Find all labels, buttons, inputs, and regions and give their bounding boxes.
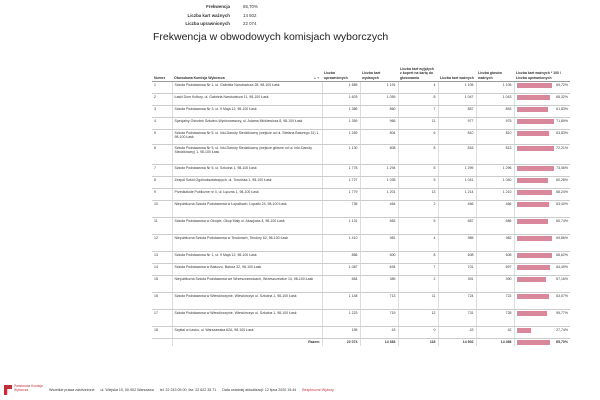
total-wyjetych: 118 xyxy=(398,339,438,347)
cell-frekwencja xyxy=(514,165,570,177)
cell-wydanych: 464 xyxy=(360,201,398,218)
cell-numer: 7 xyxy=(152,165,172,177)
turnout-bar: 65,32% xyxy=(517,95,569,100)
cell-numer: 6 xyxy=(152,145,172,165)
cell-uprawnionych: 1 778 xyxy=(322,165,360,177)
cell-uprawnionych: 1 131 xyxy=(322,218,360,235)
cell-numer: 12 xyxy=(152,235,172,252)
col-header-frekwencja[interactable]: Liczba kart ważnych * 100 / Liczba uprawnionych xyxy=(514,43,570,82)
cell-uprawnionych: 735 xyxy=(322,201,360,218)
footer-item: ul. Wiejska 10, 00-902 Warszawa xyxy=(100,388,154,392)
cell-glosow: 1 105 xyxy=(476,82,514,94)
cell-frekwencja xyxy=(514,310,570,327)
cell-numer: 9 xyxy=(152,189,172,201)
sort-icon: ▲▼ xyxy=(313,75,320,80)
cell-numer: 14 xyxy=(152,264,172,276)
turnout-bar: 69,86% xyxy=(517,236,569,241)
cell-glosow: 608 xyxy=(476,252,514,264)
summary-label: Liczba uprawnionych xyxy=(185,21,230,27)
cell-waznych: 816 xyxy=(438,145,476,165)
cell-komisja: Szkoła Podstawowa Nr 1, ul. 9 Maja 12, 98-100 Łask xyxy=(172,252,322,264)
total-frekwencja xyxy=(514,339,570,347)
footer-item: tel. 22 243 05 00, fax. 22 622 35 71 xyxy=(159,388,217,392)
cell-glosow: 686 xyxy=(476,218,514,235)
cell-glosow: 1 043 xyxy=(476,94,514,106)
turnout-bar: 60,74% xyxy=(517,219,569,224)
col-header-komisja[interactable]: Obwodowa Komisja Wyborcza ▲▼ xyxy=(172,43,322,82)
cell-uprawnionych: 1 087 xyxy=(322,264,360,276)
cell-uprawnionych: 684 xyxy=(322,276,360,293)
cell-frekwencja xyxy=(514,276,570,293)
cell-glosow: 853 xyxy=(476,106,514,118)
cell-wydanych: 966 xyxy=(360,118,398,130)
cell-komisja: Niepubliczna Szkoła Podstawowa w Teodorach, Teodory 62, 98-100 Łask xyxy=(172,235,322,252)
table-row xyxy=(152,276,570,293)
cell-komisja: Szkoła Podstawowa w Okupie, Okup Mały ul. Akacjowa 4, 98-100 Łask xyxy=(172,218,322,235)
col-header-glosow[interactable]: Liczba głosów ważnych xyxy=(476,43,514,82)
cell-uprawnionych: 1 603 xyxy=(322,94,360,106)
turnout-bar: 63,83% xyxy=(517,131,569,136)
summary-label: Liczba kart ważnych xyxy=(187,12,230,18)
table-row xyxy=(152,201,570,218)
cell-waznych: 391 xyxy=(438,276,476,293)
cell-waznych: 985 xyxy=(438,235,476,252)
table-row xyxy=(152,145,570,165)
cell-numer: 8 xyxy=(152,177,172,189)
cell-komisja: Szkoła Podstawowa Nr 3, ul. 9 Maja 12, 98-100 Łask xyxy=(172,106,322,118)
table-row xyxy=(152,94,570,106)
turnout-bar: 57,16% xyxy=(517,277,569,282)
cell-uprawnionych: 1 410 xyxy=(322,235,360,252)
col-header-uprawnionych[interactable]: Liczba uprawnionych xyxy=(322,43,360,82)
cell-numer: 13 xyxy=(152,252,172,264)
col-header-wyjetych[interactable]: Liczba kart wyjętych z kopert na kartę do głosowania xyxy=(398,43,438,82)
table-row xyxy=(152,189,570,201)
turnout-bar: 71,89% xyxy=(517,119,569,124)
turnout-bar: 65,70% xyxy=(517,340,569,345)
cell-numer: 4 xyxy=(152,118,172,130)
cell-waznych: 1 041 xyxy=(438,177,476,189)
cell-frekwencja xyxy=(514,106,570,118)
cell-wyjetych: 12 xyxy=(398,310,438,327)
cell-komisja: Niepubliczna Szkoła Podstawowa w Łopatkach, Łopatki 24, 98-100 Łask xyxy=(172,201,322,218)
cell-komisja: Niepubliczna Szkoła Podstawowa we Wrzeszczewicach, Wrzeszczewice 14, 98-100 Łask xyxy=(172,276,322,293)
cell-komisja: Szkoła Podstawowa Nr 1, ul. Gabriela Narutowicza 28, 98-100 Łask xyxy=(172,82,322,94)
cell-waznych: 1 047 xyxy=(438,94,476,106)
cell-glosow: 813 xyxy=(476,145,514,165)
cell-uprawnionych: 1 223 xyxy=(322,310,360,327)
cell-waznych: 810 xyxy=(438,130,476,145)
cell-komisja: Szkoła Podstawowa w Wiewiórczynie, Wiewiórczyn ul. Szkolna 1, 98-100 Łask xyxy=(172,293,322,310)
cell-komisja: Szkoła Podstawowa w Bałuczu, Bałucz 32, 98-100 Łask xyxy=(172,264,322,276)
cell-waznych: 1 105 xyxy=(438,82,476,94)
cell-waznych: 701 xyxy=(438,264,476,276)
turnout-bar: 63,07% xyxy=(517,294,569,299)
cell-wyjetych: 2 xyxy=(398,276,438,293)
cell-glosow: 42 xyxy=(476,327,514,339)
cell-uprawnionych: 1 727 xyxy=(322,177,360,189)
cell-wyjetych: 2 xyxy=(398,201,438,218)
cell-uprawnionych: 155 xyxy=(322,327,360,339)
footer-info xyxy=(49,381,334,400)
cell-waznych: 731 xyxy=(438,310,476,327)
cell-wyjetych: 7 xyxy=(398,264,438,276)
cell-glosow: 697 xyxy=(476,264,514,276)
cell-komisja: Przedszkole Publiczne nr 4, ul. Łączna 1, 98-100 Łask xyxy=(172,189,322,201)
cell-wydanych: 1 191 xyxy=(360,82,398,94)
cell-wyjetych: 5 xyxy=(398,177,438,189)
cell-wyjetych: 13 xyxy=(398,189,438,201)
cell-glosow: 810 xyxy=(476,130,514,145)
turnout-bar: 59,77% xyxy=(517,311,569,316)
summary-value: 22 074 xyxy=(243,21,257,27)
cell-numer: 16 xyxy=(152,293,172,310)
cell-wyjetych: 8 xyxy=(398,94,438,106)
total-row xyxy=(152,339,570,347)
table-header-row xyxy=(152,43,570,82)
cell-glosow: 1 040 xyxy=(476,177,514,189)
cell-glosow: 975 xyxy=(476,118,514,130)
cell-komisja: Szkoła Podstawowa Nr 5, ul. Szkolna 1, 98-100 Łask xyxy=(172,165,322,177)
cell-waznych: 43 xyxy=(438,327,476,339)
cell-frekwencja xyxy=(514,235,570,252)
cell-wydanych: 389 xyxy=(360,276,398,293)
turnout-bar: 73,06% xyxy=(517,166,569,171)
table-row xyxy=(152,293,570,310)
cell-wydanych: 804 xyxy=(360,130,398,145)
cell-wydanych: 860 xyxy=(360,106,398,118)
cell-waznych: 608 xyxy=(438,252,476,264)
cell-wydanych: 1 201 xyxy=(360,189,398,201)
cell-uprawnionych: 1 148 xyxy=(322,293,360,310)
cell-wyjetych: 5 xyxy=(398,165,438,177)
cell-waznych: 687 xyxy=(438,218,476,235)
footer-item: Wszelkie prawa zastrzeżone xyxy=(49,388,95,392)
page-title: Frekwencja w obwodowych komisjach wyborczych xyxy=(153,31,389,43)
cell-numer: 2 xyxy=(152,94,172,106)
pkw-logo-icon xyxy=(4,385,12,395)
cell-numer: 10 xyxy=(152,201,172,218)
cell-frekwencja xyxy=(514,82,570,94)
cell-wyjetych: 8 xyxy=(398,252,438,264)
turnout-bar: 69,72% xyxy=(517,83,569,88)
cell-wydanych: 1 035 xyxy=(360,177,398,189)
cell-waznych: 1 214 xyxy=(438,189,476,201)
summary-panel xyxy=(150,3,303,29)
cell-wyjetych: 0 xyxy=(398,327,438,339)
table-row xyxy=(152,264,570,276)
cell-frekwencja xyxy=(514,252,570,264)
table-row xyxy=(152,177,570,189)
cell-komisja: Szkoła Podstawowa Nr 5, ul. Inki-Danuty Siedzikówny (wejście główne od ul. Inki-Danuty Siedzikówny) 1, 98-100 Łask xyxy=(172,145,322,165)
cell-uprawnionych: 1 386 xyxy=(322,106,360,118)
table-row xyxy=(152,218,570,235)
cell-waznych: 857 xyxy=(438,106,476,118)
cell-frekwencja xyxy=(514,145,570,165)
cell-uprawnionych: 1 130 xyxy=(322,145,360,165)
cell-komisja: Szkoła Podstawowa Nr 5, ul. Inki-Danuty Siedzikówny (wejście od ul. Stefana Batorego 31) 1, 98-100 Łask xyxy=(172,130,322,145)
cell-wyjetych: 4 xyxy=(398,82,438,94)
cell-numer: 18 xyxy=(152,327,172,339)
cell-wyjetych: 6 xyxy=(398,130,438,145)
cell-waznych: 466 xyxy=(438,201,476,218)
cell-numer: 5 xyxy=(152,130,172,145)
turnout-bar: 61,83% xyxy=(517,107,569,112)
cell-frekwencja xyxy=(514,264,570,276)
cell-glosow: 466 xyxy=(476,201,514,218)
table-row xyxy=(152,310,570,327)
cell-glosow: 728 xyxy=(476,310,514,327)
cell-wydanych: 981 xyxy=(360,235,398,252)
cell-waznych: 977 xyxy=(438,118,476,130)
turnout-bar: 72,21% xyxy=(517,146,569,151)
summary-row xyxy=(150,20,303,29)
footer-link[interactable]: Bezpieczne Wybory xyxy=(302,388,334,392)
cell-uprawnionych: 886 xyxy=(322,252,360,264)
cell-frekwencja xyxy=(514,130,570,145)
turnout-bar: 68,62% xyxy=(517,253,569,258)
summary-value: 14 502 xyxy=(243,12,257,18)
total-wydanych: 14 383 xyxy=(360,339,398,347)
cell-komisja: Zespół Szkół Ogólnokształcących, ul. Toruńska 1, 98-100 Łask xyxy=(172,177,322,189)
cell-wydanych: 694 xyxy=(360,264,398,276)
summary-row xyxy=(150,3,303,12)
cell-frekwencja xyxy=(514,293,570,310)
turnout-bar: 63,40% xyxy=(517,202,569,207)
cell-glosow: 1 296 xyxy=(476,165,514,177)
turnout-bar: 27,74% xyxy=(517,328,569,333)
total-uprawnionych: 22 074 xyxy=(322,339,360,347)
table-row xyxy=(152,165,570,177)
cell-frekwencja xyxy=(514,177,570,189)
cell-wydanych: 719 xyxy=(360,310,398,327)
footer xyxy=(0,381,600,400)
cell-wydanych: 682 xyxy=(360,218,398,235)
cell-wydanych: 713 xyxy=(360,293,398,310)
total-label: Razem xyxy=(172,339,322,347)
cell-wyjetych: 11 xyxy=(398,118,438,130)
turnout-bar: 60,28% xyxy=(517,178,569,183)
summary-row xyxy=(150,12,303,21)
summary-label: Frekwencja xyxy=(206,4,230,9)
cell-glosow: 1 210 xyxy=(476,189,514,201)
summary-value: 65,70% xyxy=(243,4,258,9)
cell-wydanych: 1 294 xyxy=(360,165,398,177)
table-row xyxy=(152,252,570,264)
total-waznych: 14 502 xyxy=(438,339,476,347)
cell-numer: 11 xyxy=(152,218,172,235)
cell-glosow: 982 xyxy=(476,235,514,252)
col-header-numer[interactable]: Numer xyxy=(152,43,172,82)
turnout-bar: 64,49% xyxy=(517,265,569,270)
cell-komisja: Szkoła Podstawowa w Wiewiórczynie, Wiewiórczyn ul. Szkolna 1, 98-100 Łask xyxy=(172,310,322,327)
turnout-table xyxy=(152,43,570,346)
cell-glosow: 390 xyxy=(476,276,514,293)
cell-komisja: Łaski Dom Kultury, ul. Gabriela Narutowicza 11, 98-100 Łask xyxy=(172,94,322,106)
table-row xyxy=(152,235,570,252)
cell-wydanych: 43 xyxy=(360,327,398,339)
cell-uprawnionych: 1 359 xyxy=(322,118,360,130)
cell-frekwencja xyxy=(514,189,570,201)
cell-wydanych: 600 xyxy=(360,252,398,264)
cell-waznych: 1 299 xyxy=(438,165,476,177)
pkw-logo-text: Państwowa Komisja Wyborcza xyxy=(14,384,43,392)
cell-komisja: Specjalny Ośrodek Szkolno-Wychowawczy, ul. Adama Mickiewicza 8, 98-100 Łask xyxy=(172,118,322,130)
cell-wyjetych: 11 xyxy=(398,293,438,310)
total-glosow: 14 466 xyxy=(476,339,514,347)
cell-glosow: 722 xyxy=(476,293,514,310)
table-row xyxy=(152,130,570,145)
cell-wyjetych: 7 xyxy=(398,106,438,118)
cell-wyjetych: 5 xyxy=(398,218,438,235)
table-row xyxy=(152,82,570,94)
cell-frekwencja xyxy=(514,94,570,106)
cell-uprawnionych: 1 269 xyxy=(322,130,360,145)
cell-frekwencja xyxy=(514,118,570,130)
cell-wyjetych: 8 xyxy=(398,145,438,165)
cell-numer: 3 xyxy=(152,106,172,118)
col-header-waznych[interactable]: Liczba kart ważnych xyxy=(438,43,476,82)
cell-numer: 17 xyxy=(152,310,172,327)
cell-wydanych: 1 059 xyxy=(360,94,398,106)
table-row xyxy=(152,106,570,118)
turnout-bar: 68,24% xyxy=(517,190,569,195)
cell-frekwencja xyxy=(514,218,570,235)
pkw-logo[interactable] xyxy=(4,384,44,398)
cell-uprawnionych: 1 585 xyxy=(322,82,360,94)
cell-numer: 15 xyxy=(152,276,172,293)
table-row xyxy=(152,118,570,130)
cell-waznych: 724 xyxy=(438,293,476,310)
footer-item: Data ostatniej aktualizacji: 12 lipca 2020 19:44 xyxy=(222,388,297,392)
cell-wyjetych: 4 xyxy=(398,235,438,252)
cell-wydanych: 808 xyxy=(360,145,398,165)
table-row xyxy=(152,327,570,339)
cell-numer: 1 xyxy=(152,82,172,94)
cell-frekwencja xyxy=(514,201,570,218)
cell-komisja: Szpital w Łasku, ul. Warszawska 62A, 98-100 Łask xyxy=(172,327,322,339)
col-header-wydanych[interactable]: Liczba kart wydanych xyxy=(360,43,398,82)
cell-frekwencja xyxy=(514,327,570,339)
cell-uprawnionych: 1 779 xyxy=(322,189,360,201)
